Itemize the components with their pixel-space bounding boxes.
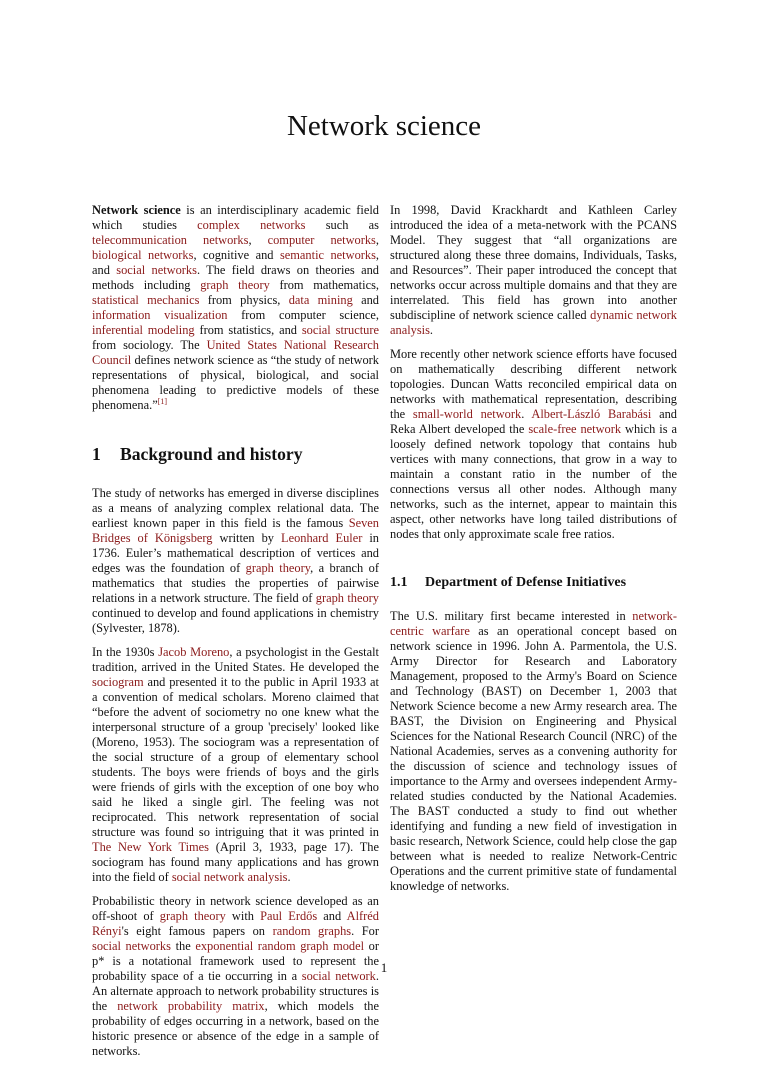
link-scale-free-network[interactable]: scale-free network (528, 422, 622, 436)
right-column (390, 203, 677, 903)
text: the (170, 939, 196, 953)
page-number: 1 (380, 960, 388, 975)
text: More recently other network science efforts have focused on mathematically describing different network topologies. Duncan Watts reconciled empirical data on networks with mathematical representation, describing the (390, 347, 677, 421)
text: from physics, (199, 293, 289, 307)
link-national-research-council[interactable]: United States National Research Council (92, 338, 379, 367)
subsection-heading-dod (390, 575, 677, 590)
link-information-visualization[interactable]: information visualization (92, 308, 228, 322)
link-telecommunication-networks[interactable]: telecommunication networks (92, 233, 249, 247)
link-seven-bridges[interactable]: Seven Bridges of Königsberg (92, 516, 379, 545)
text: as an operational concept based on network science in 1996. John A. Parmentola, the U.S. Army Director for Research and Laboratory Management, proposed to the Army's Board on Science and Technology (BAST) on December 1, 2003 that Network Science become a new Army research area. The BAST, the Division on Engineering and Physical Sciences for the National Research Council (NRC) of the National Academies, serves as a convening authority for the discussion of science and technology issues of importance to the Army and oversees independent Army-related studies conducted by the National Academies. The BAST conducted a study to find out whether identifying and funding a new field of investigation in basic research, Network Science, could help close the gap between what is needed to realize Network-Centric Operations and the current primitive state of fundamental knowledge of networks. (390, 624, 677, 893)
text: , (248, 233, 268, 247)
text: In the 1930s (92, 645, 159, 659)
text: . The field draws on theories and methods including (92, 263, 379, 292)
page-title: Network science (286, 110, 482, 142)
left-column (92, 203, 379, 1068)
text: , and (92, 248, 380, 277)
text: or p* is a notational framework used to represent the probability space of a tie occurring in a (92, 939, 379, 983)
text: 's eight famous papers on (121, 924, 273, 938)
link-alfred-renyi[interactable]: Alfréd Rényi (92, 909, 379, 938)
history-paragraph-1 (92, 486, 379, 636)
text: , cognitive and (193, 248, 280, 262)
text: , a branch of mathematics that studies the properties of pairwise relations in a network structure. The field of (92, 561, 379, 605)
history-paragraph-2 (92, 645, 379, 885)
link-new-york-times[interactable]: The New York Times (92, 840, 209, 854)
link-exponential-random-graph-model[interactable]: exponential random graph model (195, 939, 365, 953)
text: from computer science, (227, 308, 379, 322)
text: from statistics, and (194, 323, 302, 337)
link-social-network[interactable]: social network (301, 969, 376, 983)
history-paragraph-3 (92, 894, 379, 1059)
link-graph-theory[interactable]: graph theory (159, 909, 226, 923)
link-network-probability-matrix[interactable]: network probability matrix (117, 999, 265, 1013)
text: . An alternate approach to network probability structures is the (92, 969, 379, 1013)
link-leonhard-euler[interactable]: Leonhard Euler (281, 531, 363, 545)
history-paragraph-5 (390, 347, 677, 542)
text: and (317, 909, 347, 923)
text: . For (351, 924, 379, 938)
section-title: Background and history (120, 444, 303, 464)
section-heading-background (92, 444, 379, 464)
text: (April 3, 1933, page 17). The sociogram has found many applications and has grown into the field of (92, 840, 379, 884)
section-number: 1 (92, 444, 101, 464)
text: with (225, 909, 261, 923)
link-biological-networks[interactable]: biological networks (92, 248, 194, 262)
link-network-centric-warfare[interactable]: network-centric warfare (390, 609, 677, 638)
text: . (521, 407, 532, 421)
link-social-structure[interactable]: social structure (301, 323, 379, 337)
text: and Reka Albert developed the (390, 407, 677, 436)
text: written by (212, 531, 282, 545)
link-albert-laszlo-barabasi[interactable]: Albert-László Barabási (531, 407, 652, 421)
link-graph-theory[interactable]: graph theory (245, 561, 311, 575)
text: Probabilistic theory in network science developed as an off-shoot of (92, 894, 379, 923)
citation-1[interactable]: [1] (157, 396, 168, 406)
link-social-network-analysis[interactable]: social network analysis (171, 870, 288, 884)
text: defines network science as “the study of network representations of physical, biological, and social phenomena leading to predictive models of these phenomena.” (92, 353, 379, 412)
history-paragraph-4 (390, 203, 677, 338)
link-paul-erdos[interactable]: Paul Erdős (260, 909, 318, 923)
link-social-networks[interactable]: social networks (92, 939, 171, 953)
text: which is a loosely defined network topology that contains hub vertices with many connections, that grow in a way to maintain a constant ratio in the number of the connections versus all other nodes. Although many networks, such as the internet, appear to maintain this aspect, other networks have long tailed distributions of nodes that only approximate scale free ratios. (390, 422, 678, 541)
text: The study of networks has emerged in diverse disciplines as a means of analyzing complex relational data. The earliest known paper in this field is the famous (92, 486, 379, 530)
link-jacob-moreno[interactable]: Jacob Moreno (158, 645, 230, 659)
link-semantic-networks[interactable]: semantic networks (279, 248, 376, 262)
text: is an interdisciplinary academic field which studies (92, 203, 379, 232)
text: . (429, 323, 434, 337)
text: in 1736. Euler’s mathematical description of vertices and edges was the foundation of (92, 531, 379, 575)
link-social-networks[interactable]: social networks (116, 263, 197, 277)
text: , which models the probability of edges occurring in a network, based on the historic presence or absence of the edge in a sample of networks. (92, 999, 379, 1058)
link-graph-theory[interactable]: graph theory (200, 278, 270, 292)
term-network-science: Network science (92, 203, 181, 217)
text: . (287, 870, 291, 884)
intro-paragraph (92, 203, 379, 413)
text: , a psychologist in the Gestalt tradition, arrived in the United States. He developed the (92, 645, 379, 674)
subsection-number: 1.1 (390, 575, 408, 590)
link-dynamic-network-analysis[interactable]: dynamic network analysis (390, 308, 678, 337)
text: continued to develop and found applications in chemistry (Sylvester, 1878). (92, 606, 379, 635)
link-sociogram[interactable]: sociogram (92, 675, 144, 689)
link-statistical-mechanics[interactable]: statistical mechanics (92, 293, 200, 307)
link-data-mining[interactable]: data mining (288, 293, 353, 307)
text: In 1998, David Krackhardt and Kathleen Carley introduced the idea of a meta-network with the PCANS Model. They suggest that “all organizations are structured along these three domains, Individuals, Tasks, and Resources”. Their paper introduced the concept that networks occur across multiple domains and that they are interrelated. This field has grown into another subdiscipline of network science called (390, 203, 677, 322)
text: from mathematics, (269, 278, 379, 292)
text: and (352, 293, 379, 307)
link-small-world-network[interactable]: small-world network (412, 407, 522, 421)
text: and presented it to the public in April 1933 at a convention of medical scholars. Moreno claimed that “before the advent of sociometry no one knew what the interpersonal structure of a group 'precisely' looked like (Moreno, 1953). The sociogram was a representation of the social structure of a group of elementary school students. The boys were friends of boys and the girls were friends of girls with the exception of one boy who said he liked a single girl. The feeling was not reciprocated. This network representation of social structure was found so intriguing that it was printed in (92, 675, 379, 839)
link-complex-networks[interactable]: complex networks (197, 218, 306, 232)
subsection-title: Department of Defense Initiatives (425, 575, 627, 590)
link-inferential-modeling[interactable]: inferential modeling (92, 323, 195, 337)
text: , (375, 233, 379, 247)
text: such as (305, 218, 379, 232)
text: from sociology. The (92, 338, 207, 352)
link-random-graphs[interactable]: random graphs (272, 924, 352, 938)
dod-paragraph (390, 609, 677, 894)
text: The U.S. military first became interested in (390, 609, 633, 623)
link-computer-networks[interactable]: computer networks (267, 233, 376, 247)
link-graph-theory[interactable]: graph theory (315, 591, 380, 605)
